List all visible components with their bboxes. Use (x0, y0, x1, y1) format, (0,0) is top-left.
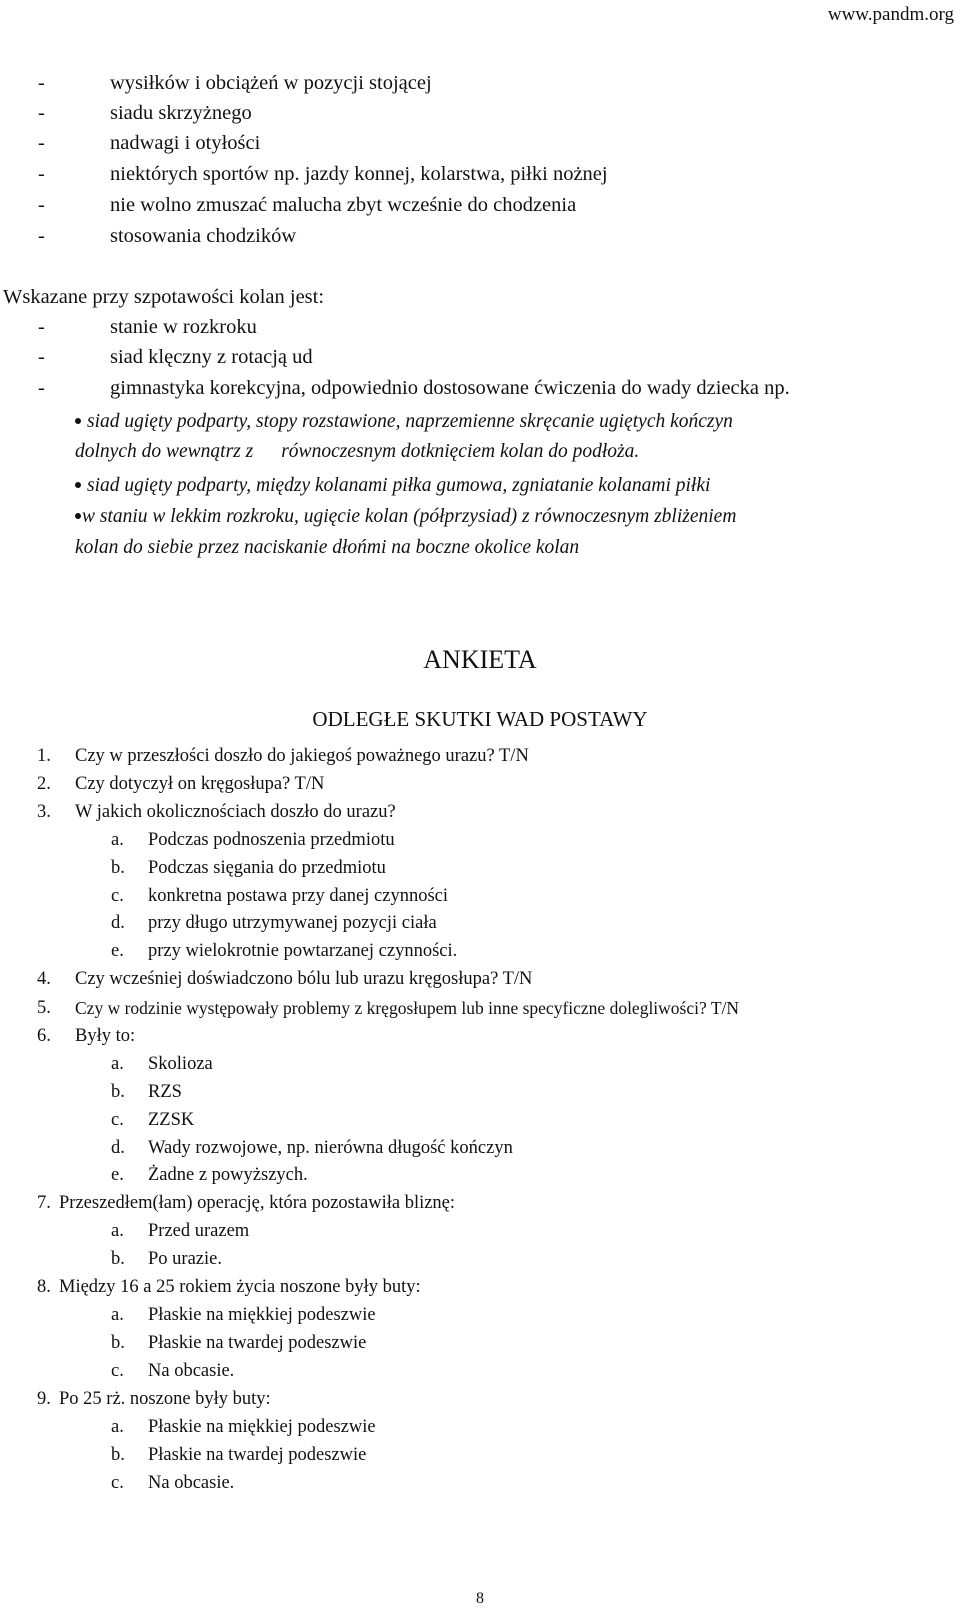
bullet-icon (75, 482, 81, 488)
section-heading: Wskazane przy szpotawości kolan jest: (3, 286, 325, 308)
bullet-icon (75, 513, 81, 519)
page-number: 8 (476, 1590, 484, 1607)
bullet-icon (75, 418, 81, 424)
survey-subtitle: ODLEGŁE SKUTKI WAD POSTAWY (312, 707, 648, 731)
exercise-item: siad ugięty podparty, stopy rozstawione, naprzemienne skręcanie ugiętych kończyn (75, 411, 733, 433)
exercise-item-cont: kolan do siebie przez naciskanie dłońmi na boczne okolice kolan (75, 537, 580, 558)
site-url: www.pandm.org (827, 4, 954, 25)
survey-title: ANKIETA (423, 645, 537, 674)
exercise-item: siad ugięty podparty, między kolanami piłka gumowa, zgniatanie kolanami piłki (75, 475, 710, 497)
exercise-item: w staniu w lekkim rozkroku, ugięcie kolan (półprzysiad) z równoczesnym zbliżeniem (75, 506, 736, 528)
exercise-item-cont: dolnych do wewnątrz z równoczesnym dotknięciem kolan do podłoża. (75, 441, 640, 462)
